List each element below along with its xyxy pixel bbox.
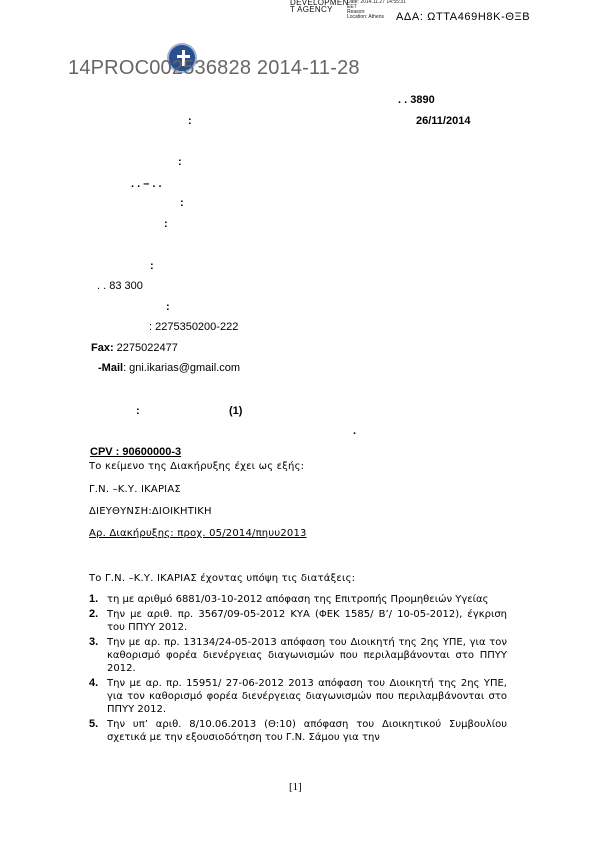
list-item-text: Την υπ’ αριθ. 8/10.06.2013 (Θ:10) απόφαση του Διοικητικού Συμβουλίου σχετικά με την εξουσιοδότηση του Γ.Ν. Σάμου για την	[107, 719, 507, 743]
cpv-code: CPV : 90600000-3	[90, 446, 182, 458]
subject-colon: :	[136, 405, 140, 417]
signature-detail-4: Location: Athens	[347, 14, 384, 20]
ada-code: ΑΔΑ: ΩΤΤΑ469Η8Κ-ΘΞΒ	[396, 11, 531, 23]
hospital-name: Γ.Ν. –Κ.Υ. ΙΚΑΡΙΑΣ	[89, 484, 181, 495]
signature-org-line-2: T AGENCY	[290, 5, 333, 14]
email-line	[98, 362, 240, 374]
directorate: ΔΙΕΥΘΥΝΣΗ:ΔΙΟΙΚΗΤΙΚΗ	[89, 506, 212, 517]
page-number: [1]	[289, 781, 302, 793]
list-item	[89, 677, 507, 716]
phone-value: : 2275350200-222	[149, 321, 239, 333]
subject-reference: (1)	[229, 405, 243, 417]
document-date: 26/11/2014	[416, 115, 471, 127]
list-item-text: Την με αρ. πρ. 15951/ 27-06-2012 2013 απόφαση του Διοικητή της 2ης ΥΠΕ, για τον καθορισμό φορέα διενέργειας διαγωνισμών που περιλαμβάνονται στο ΠΠΥΥ 2012.	[107, 678, 507, 715]
list-item-number: 5.	[89, 718, 99, 730]
list-item-number: 3.	[89, 636, 99, 648]
address-line-2: . . – . .	[131, 178, 162, 190]
address-line-5: :	[150, 260, 154, 272]
protocol-number: . . 3890	[398, 94, 435, 106]
phone-line	[149, 321, 238, 333]
subject-dot: .	[353, 425, 357, 437]
postal-code: . . 83 300	[97, 280, 143, 292]
list-item-text: Την με αριθ. πρ. 3567/09-05-2012 ΚΥΑ (ΦΕΚ 1585/ Β’/ 10-05-2012), έγκριση του ΠΠΥΥ 2012.	[107, 609, 507, 633]
protocol-stamp: 14PROC002536828 2014-11-28	[68, 57, 360, 79]
declaration-number: Αρ. Διακήρυξης: προχ. 05/2014/πηυυ2013	[89, 528, 307, 539]
address-line-1: :	[178, 156, 182, 168]
signature-detail-2: EET	[347, 4, 357, 10]
fax-line	[91, 342, 178, 354]
list-item-number: 1.	[89, 593, 99, 605]
provisions-list	[89, 593, 507, 746]
address-line-4: :	[164, 218, 168, 230]
email-label: -Mail	[98, 362, 124, 374]
list-item	[89, 636, 507, 675]
intro-text: Το κείμενο της Διακήρυξης έχει ως εξής:	[89, 461, 305, 472]
list-item	[89, 593, 507, 606]
address-line-3: :	[180, 197, 184, 209]
list-item-number: 4.	[89, 677, 99, 689]
email-value[interactable]: : gni.ikarias@gmail.com	[123, 362, 240, 374]
address-line-7: :	[166, 301, 170, 313]
list-item	[89, 718, 507, 744]
fax-label: Fax:	[91, 342, 114, 354]
list-item-text: τη με αριθμό 6881/03-10-2012 απόφαση της Επιτροπής Προμηθειών Υγείας	[107, 594, 489, 605]
list-item	[89, 608, 507, 634]
fax-value: 2275022477	[113, 342, 178, 354]
header-colon: :	[188, 115, 192, 127]
list-item-number: 2.	[89, 608, 99, 620]
list-item-text: Την με αρ. πρ. 13134/24-05-2013 απόφαση του Διοικητή της 2ης ΥΠΕ, για τον καθορισμό φορέα διενέργειας διαγωνισμών που περιλαμβάνονται στο ΠΠΥΥ 2012.	[107, 637, 507, 674]
signature-detail-1: Date: 2014.11.27 14:55:31	[347, 0, 406, 5]
signature-detail-3: Reason:	[347, 9, 366, 15]
preamble-text: Το Γ.Ν. –Κ.Υ. ΙΚΑΡΙΑΣ έχοντας υπόψη τις διατάξεις:	[89, 573, 356, 584]
signature-org-line-1: DEVELOPMEN	[290, 0, 349, 7]
